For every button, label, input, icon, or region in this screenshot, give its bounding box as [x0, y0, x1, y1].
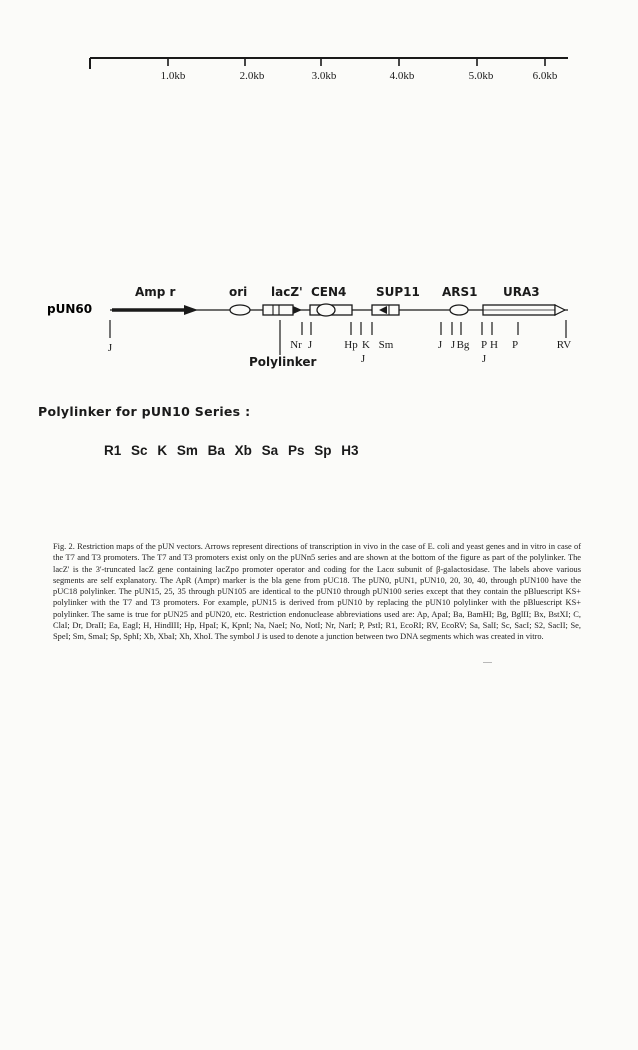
scale-label: 5.0kb [468, 70, 494, 82]
site-label: Bg [456, 339, 470, 351]
sup11-element [372, 305, 399, 315]
polylinker-label: Polylinker [249, 355, 317, 369]
segment-label-ars1: ARS1 [442, 285, 478, 299]
enzyme-site: Sp [314, 443, 332, 458]
junction-label: J [360, 353, 366, 365]
ura3-arrow [483, 305, 565, 315]
segment-label-amp: Amp r [135, 285, 176, 299]
enzyme-site: Ps [287, 443, 305, 458]
ori-element [230, 305, 250, 315]
segment-label-lacz: lacZ' [271, 285, 303, 299]
site-label: Nr [290, 339, 302, 351]
amp-arrow [112, 305, 198, 315]
scan-mark [483, 662, 492, 663]
site-label: Sm [378, 339, 394, 351]
enzyme-site: H3 [341, 443, 359, 458]
site-label: J [450, 339, 456, 351]
enzyme-site: Sa [261, 443, 279, 458]
scale-label: 4.0kb [389, 70, 415, 82]
enzyme-site: Sc [131, 443, 148, 458]
lacz-box [263, 305, 302, 315]
segment-label-sup11: SUP11 [376, 285, 420, 299]
site-label: P [480, 339, 488, 351]
enzyme-site: K [157, 443, 168, 458]
scale-label: 6.0kb [532, 70, 558, 82]
scale-bar [90, 58, 568, 69]
cen4-element [310, 304, 352, 316]
enzyme-site: Sm [176, 443, 198, 458]
polylinker-enzyme-list [104, 443, 363, 458]
site-label: K [362, 339, 370, 351]
enzyme-site: Xb [234, 443, 252, 458]
site-label: J [107, 342, 113, 354]
site-label: P [511, 339, 519, 351]
polylinker-heading: Polylinker for pUN10 Series : [38, 404, 251, 419]
site-label: J [437, 339, 443, 351]
enzyme-site: R1 [104, 443, 122, 458]
enzyme-site: Ba [207, 443, 225, 458]
segment-label-cen4: CEN4 [311, 285, 347, 299]
figure-caption: Fig. 2. Restriction maps of the pUN vectors. Arrows represent directions of transcription in vivo in the case of E. coli and yeast genes and in vitro in case of the T7 and T3 promoters. The T7 and T3 promoters exist only on the pUNn5 series and are shown at the bottom of the figure as part of the polylinker. The lacZ' is the 3'-truncated lacZ gene containing lacZpo promoter operator and coding for the Lacα subunit of β-galactosidase. The labels above various segments are self explanatory. The ApR (Ampr) marker is the bla gene from pUC18. The pUN0, pUN1, pUN10, 20, 30, 40, through pUN100 have the pUC18 polylinker. The pUN15, 25, 35 through pUN105 are identical to the pUN10 through pUN100 series except that they contain the pBluescript KS+ polylinker with the T7 and T3 promoters. For example, pUN15 is derived from pUN10 by replacing the pUN10 polylinker with the pBluescript KS+ polylinker. The same is true for pUN25 and pUN20, etc. Restriction endonuclease abbreviations used are: Ap, ApaI; Ba, BamHI; Bg, BglII; Bx, BstXI; C, ClaI; Dr, DraII; Ea, EagI; H, HindIII; Hp, HpaI; K, KpnI; Na, NaeI; No, NotI; Nr, NarI; P, PstI; R1, EcoRI; RV, EcoRV; Sa, SalI; Sc, SacI; S2, SacII; Se, SpeI; Sm, SmaI; Sp, SphI; Xb, XbaI; Xh, XhoI. The symbol J is used to denote a junction between two DNA segments which was created in vitro. [53, 542, 581, 642]
segment-label-ura3: URA3 [503, 285, 540, 299]
site-label: H [490, 339, 498, 351]
site-label: Hp [344, 339, 358, 351]
junction-label: J [481, 353, 487, 365]
scale-label: 1.0kb [160, 70, 186, 82]
segment-label-ori: ori [229, 285, 248, 299]
plasmid-name: pUN60 [47, 302, 93, 316]
scale-label: 3.0kb [311, 70, 337, 82]
ars1-element [450, 305, 468, 315]
site-label: RV [556, 339, 572, 351]
scale-label: 2.0kb [239, 70, 265, 82]
site-label: J [307, 339, 313, 351]
plasmid-map [47, 285, 571, 369]
